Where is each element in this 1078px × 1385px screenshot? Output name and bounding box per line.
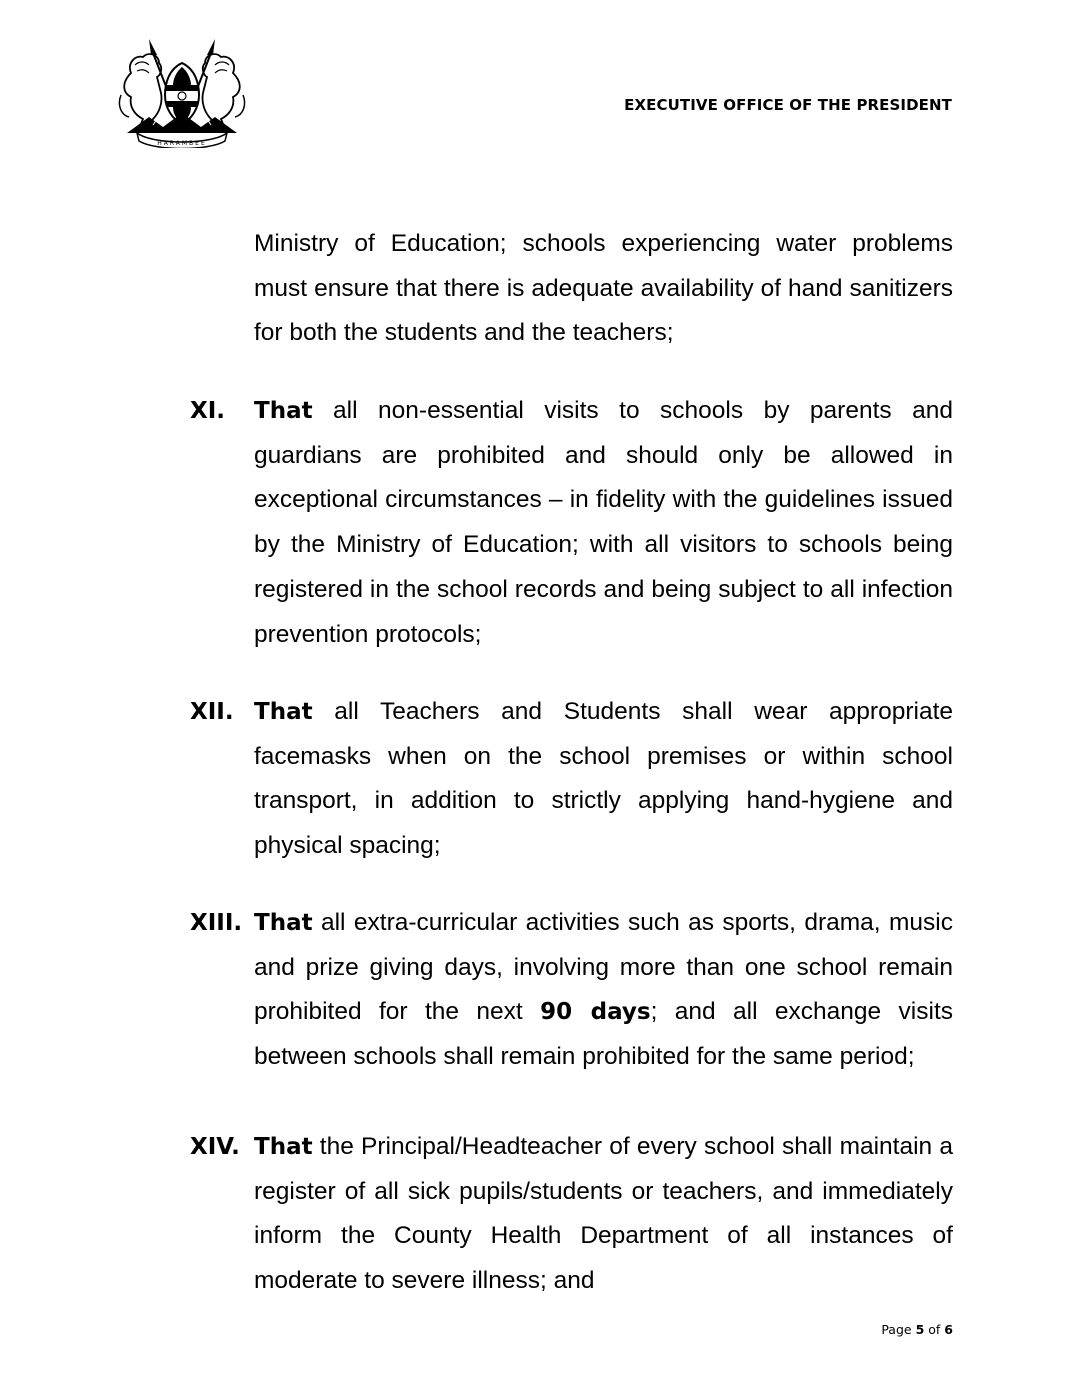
item-text: the Principal/Headteacher of every school shall maintain a register of all sick pupils/students or teachers, and immediately inform the County Health Department of all instances of moderate to severe illness; and <box>254 1133 953 1295</box>
item-numeral: XIII. <box>190 910 243 936</box>
emblem-motto: HARAMBEE <box>157 140 207 147</box>
item-numeral: XI. <box>190 398 226 424</box>
item-numeral: XIV. <box>190 1134 240 1160</box>
item-text: all extra-curricular activities such as sports, drama, music and prize giving days, involving more than one school remain prohibited for the next <box>254 909 953 1026</box>
kenya-coat-of-arms-icon <box>113 33 251 148</box>
list-item <box>254 901 953 1080</box>
list-item <box>254 1125 953 1304</box>
item-text: ; and all exchange visits between schools shall remain prohibited for the same period; <box>254 998 953 1071</box>
of-word: of <box>928 1322 941 1337</box>
office-title: EXECUTIVE OFFICE OF THE PRESIDENT <box>624 96 952 114</box>
item-lead: That <box>254 699 313 725</box>
continuation-paragraph: Ministry of Education; schools experiencing water problems must ensure that there is adequate availability of hand sanitizers for both the students and the teachers; <box>254 230 953 347</box>
page-total: 6 <box>944 1322 953 1337</box>
item-numeral: XII. <box>190 699 234 725</box>
page-word: Page <box>881 1322 912 1337</box>
page-number <box>881 1322 953 1337</box>
list-item <box>254 690 953 869</box>
page-current: 5 <box>915 1322 925 1337</box>
item-lead: That <box>254 398 313 424</box>
item-emphasis: 90 days <box>540 999 651 1026</box>
list-item <box>254 389 953 657</box>
item-text: all Teachers and Students shall wear appropriate facemasks when on the school premises or within school transport, in addition to strictly applying hand-hygiene and physical spacing; <box>254 698 953 860</box>
item-lead: That <box>254 910 313 936</box>
item-text: all non-essential visits to schools by parents and guardians are prohibited and should only be allowed in exceptional circumstances – in fidelity with the guidelines issued by the Ministry of Education; with all visitors to schools being registered in the school records and being subject to all infection prevention protocols; <box>254 397 953 648</box>
item-lead: That <box>254 1134 313 1160</box>
